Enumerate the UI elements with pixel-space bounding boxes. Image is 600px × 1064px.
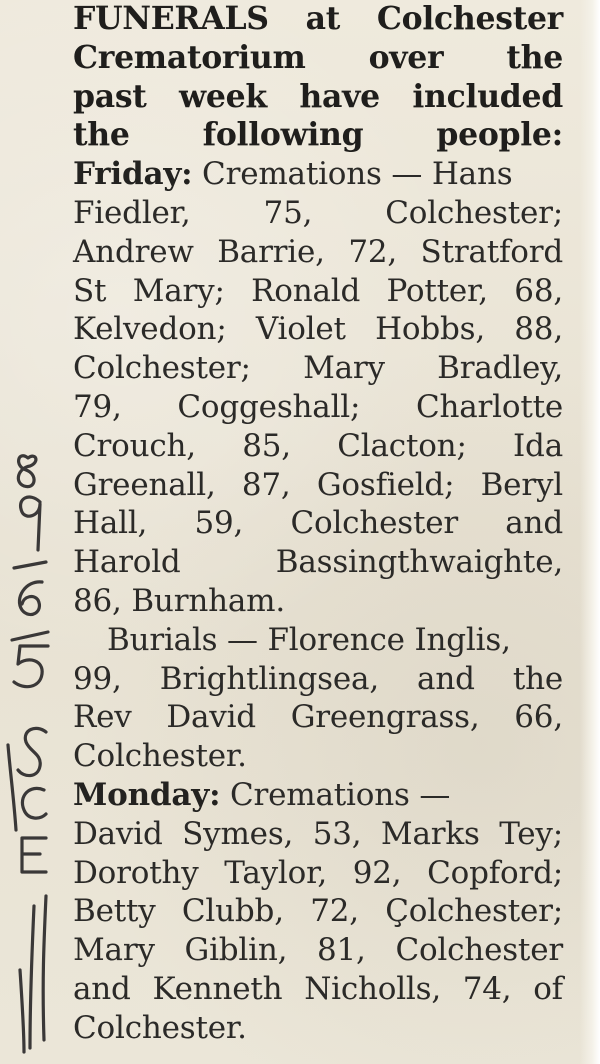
word: Colchester [376,0,563,37]
friday-line [73,504,563,543]
monday-line [73,892,563,931]
headline-line-2 [73,39,563,78]
monday-list [73,815,573,1048]
word: Potter, [386,272,488,309]
word: Greengrass, [290,699,480,736]
burials-list [73,621,573,776]
word: Giblin, [184,932,288,969]
word: Tey; [499,815,563,852]
word: have [299,77,380,115]
friday-line [73,543,563,582]
word: Crematorium [73,38,306,76]
word: 53, [312,815,362,852]
friday-line [73,272,563,311]
word: 85, [242,427,291,464]
friday-line [73,194,563,233]
word: Charlotte [415,388,563,425]
word: included [412,77,563,115]
friday-line [73,388,563,427]
word: Harold [73,544,181,581]
word: Symes, [182,815,294,852]
word: Rev [73,699,132,736]
word: past [73,77,147,115]
word: and [73,970,131,1007]
word: 74, [462,970,512,1007]
word: Kelvedon; [73,311,227,348]
friday-line [73,427,563,466]
word: Violet [255,311,346,348]
word: 92, [352,854,402,891]
word: Fiedler, [73,194,191,231]
burials-line [73,660,563,699]
word: Dorothy [73,854,199,891]
headline-line-3 [73,78,563,117]
word: and [505,505,563,542]
word: Crouch, [73,427,196,464]
friday-list [73,194,573,621]
friday-line [73,349,563,388]
word: 66, [514,699,563,736]
word: 72, [310,893,359,930]
friday-line [73,310,563,349]
word: Colchester [290,505,458,542]
word: David [73,815,163,852]
friday-heading-line [73,155,573,194]
burials-line-first: Burials — Florence Inglis, [107,621,511,658]
monday-heading-line [73,776,573,815]
word: 79, [73,388,122,425]
word: 81, [317,932,366,969]
word: at [305,0,341,37]
word: Copford; [427,854,563,891]
word: Clubb, [181,893,284,930]
word: the [73,116,130,154]
headline-line-4 [73,116,563,155]
word: people: [436,116,563,154]
headline-line-1 [73,0,563,39]
monday-line [73,931,563,970]
word: David [166,699,256,736]
word: Hobbs, [375,311,486,348]
word: over [368,38,444,76]
word: Gosfield; [316,466,455,503]
word: Beryl [480,466,563,503]
monday-rest: Cremations — [220,776,451,813]
friday-line [73,233,563,272]
monday-label: Monday: [73,776,221,813]
word: Nicholls, [304,970,442,1007]
word: week [179,77,267,115]
friday-rest: Cremations — Hans [192,156,513,193]
monday-line-last: Colchester. [73,1009,247,1046]
handwritten-note-drawing [0,440,70,1060]
monday-line [73,815,563,854]
word: St [73,272,107,309]
word: Ronald [251,272,361,309]
word: Taylor, [224,854,327,891]
word: Clacton; [337,427,467,464]
paper-edge [580,0,600,1064]
word: Greenall, [73,466,216,503]
word: Hall, [73,505,148,542]
word: Marks [380,815,480,852]
handwritten-note [0,440,70,1060]
word: 72, [348,233,398,270]
word: Brightlingsea, [159,660,379,697]
monday-line [73,970,563,1009]
friday-line [73,466,563,505]
word: Colchester; [73,350,251,387]
word: 88, [514,311,563,348]
word: Mary [73,932,155,969]
word: FUNERALS [73,0,269,37]
word: 59, [194,505,244,542]
word: the [506,38,563,76]
friday-line-last: 86, Burnham. [73,582,285,619]
word: Bradley, [437,350,563,387]
word: the [512,660,563,697]
word: 99, [73,660,122,697]
word: following [202,116,364,154]
word: Stratford [420,233,563,270]
burials-line [73,698,563,737]
word: Çolchester; [385,893,563,930]
word: Coggeshall; [177,388,361,425]
burials-line-last: Colchester. [73,738,247,775]
word: 68, [514,272,563,309]
word: Colchester; [385,194,563,231]
word: Mary [303,350,385,387]
word: 87, [241,466,291,503]
article-text [73,0,573,1048]
word: 75, [263,194,313,231]
word: Bassingthwaighte, [275,544,563,581]
friday-label: Friday: [73,156,193,193]
word: Andrew [73,233,194,270]
word: of [533,970,563,1007]
word: Betty [73,893,156,930]
word: Colchester [395,932,563,969]
word: Kenneth [152,970,283,1007]
word: Mary; [132,272,225,309]
monday-line [73,854,563,893]
word: and [417,660,475,697]
word: Ida [513,427,563,464]
word: Barrie, [217,233,325,270]
